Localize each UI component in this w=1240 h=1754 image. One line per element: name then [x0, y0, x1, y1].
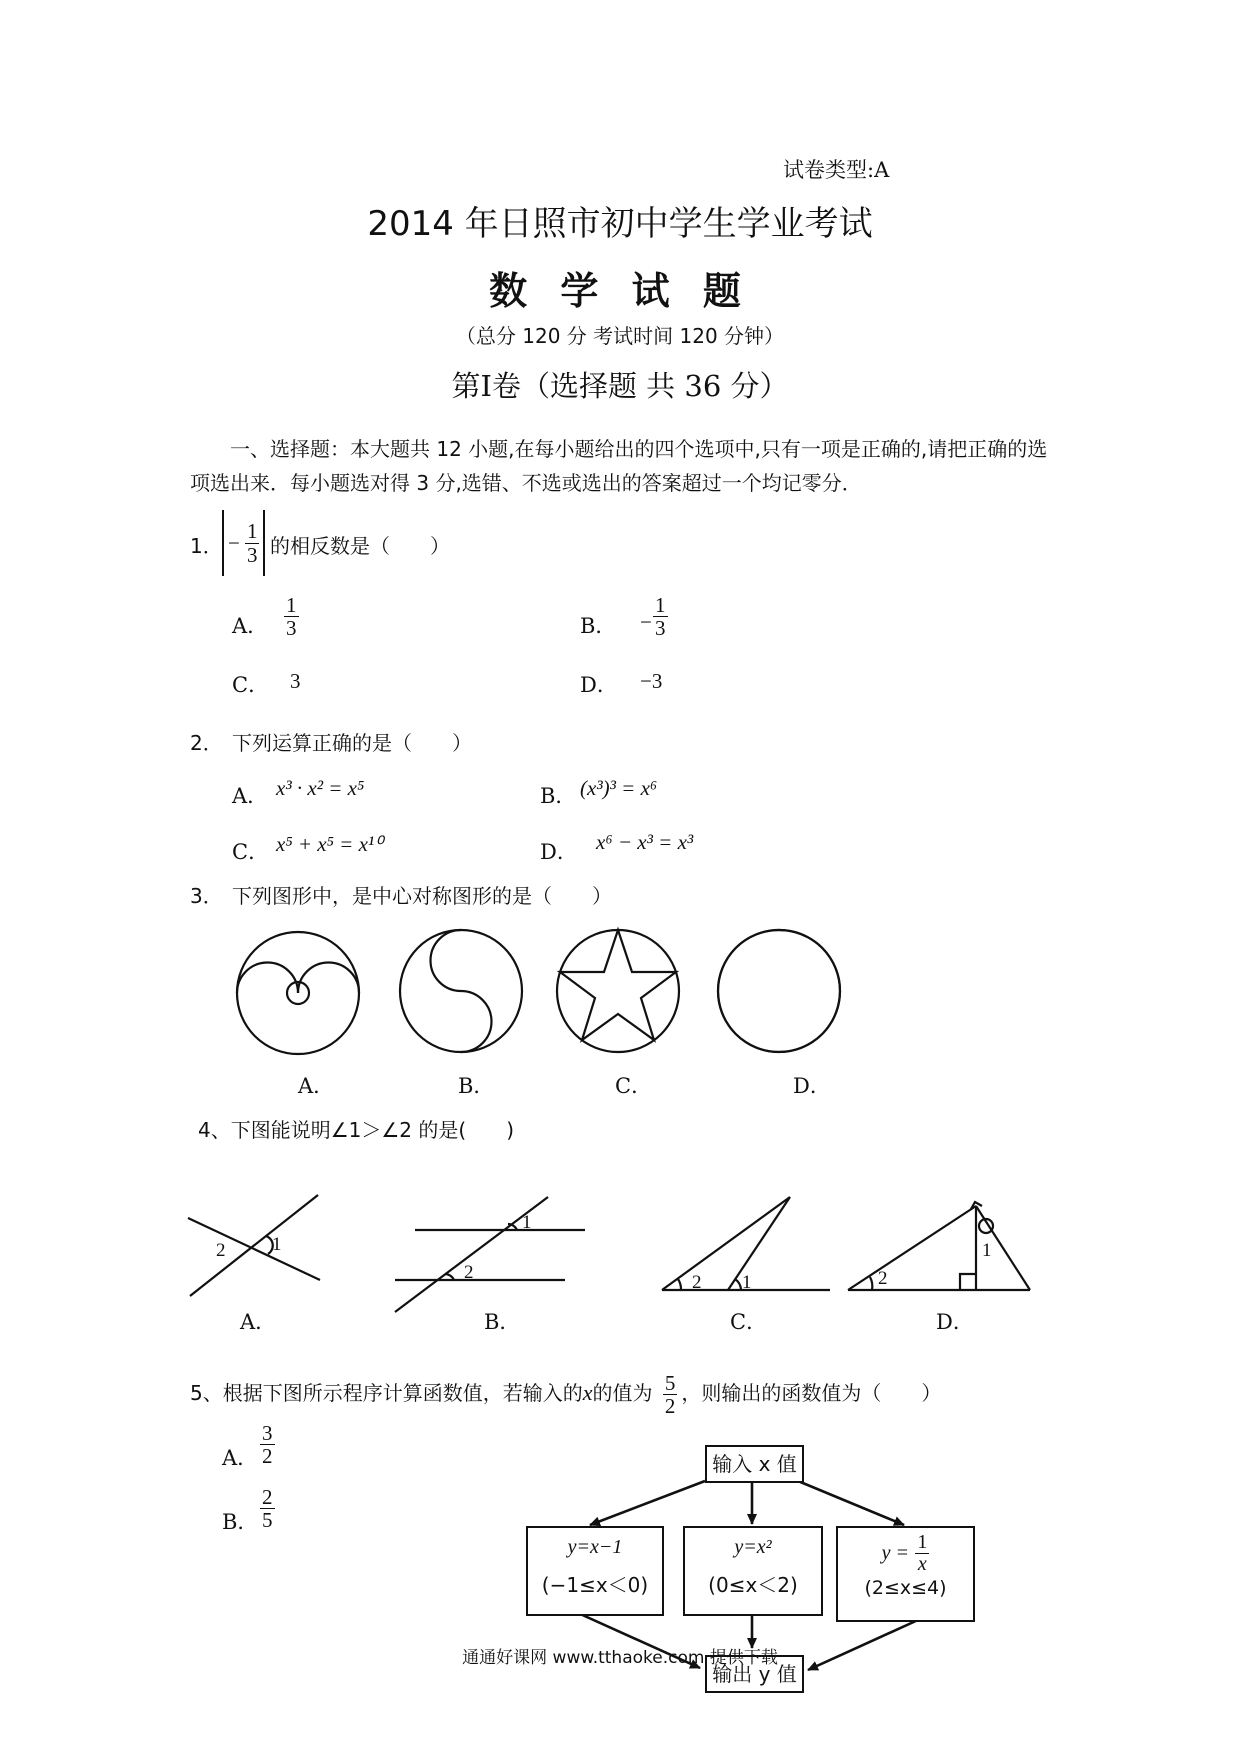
branch-2-domain: (0≤x＜2) [708, 1573, 798, 1597]
score-info: （总分 120 分 考试时间 120 分钟） [455, 324, 785, 348]
q2-option-d-expr: x⁶ − x³ = x³ [596, 830, 694, 854]
branch-3-lhs: y = [881, 1542, 909, 1564]
q1-a-denominator: 3 [286, 616, 297, 641]
q4-label-c: C． [730, 1310, 768, 1334]
q5-b-denominator: 5 [262, 1508, 273, 1533]
q2-option-c-label: C． [232, 840, 270, 864]
q2-stem: 下列运算正确的是（ ） [232, 731, 472, 755]
q2-option-d-label: D． [540, 840, 578, 864]
branch-1-domain: (−1≤x＜0) [541, 1573, 649, 1597]
volume-heading: 第Ⅰ卷（选择题 共 36 分） [451, 369, 789, 403]
q4-stem: 4、下图能说明∠1＞∠2 的是( ) [198, 1118, 514, 1142]
q1-option-c-label: C． [232, 673, 270, 697]
branch-1-formula: y=x−1 [567, 1536, 623, 1558]
q2-option-a-expr: x³ · x² = x⁵ [276, 776, 365, 800]
q2-option-c-expr: x⁵ + x⁵ = x¹⁰ [276, 832, 383, 856]
q1-option-a-label: A． [232, 614, 269, 638]
exam-title: 2014 年日照市初中学生学业考试 [367, 204, 873, 244]
q3-stem: 下列图形中，是中心对称图形的是（ ） [232, 884, 612, 908]
q3-label-d: D． [793, 1074, 831, 1098]
q2-option-b-label: B． [540, 784, 577, 808]
q5-a-numerator: 3 [262, 1421, 273, 1445]
q2-option-a-label: A． [232, 784, 269, 808]
q5-var: x [582, 1380, 593, 1406]
q4-a-angle-1: 1 [272, 1234, 282, 1255]
flowchart-branch-1 [526, 1526, 664, 1616]
branch-3-formula [838, 1532, 973, 1575]
q5-a-denominator: 2 [262, 1444, 273, 1469]
branch-3-numerator: 1 [917, 1531, 928, 1553]
flowchart-branch-2 [683, 1526, 823, 1616]
subject-title: 数 学 试 题 [489, 269, 751, 313]
q1-option-d-label: D． [580, 673, 618, 697]
q5-option-a-label: A． [222, 1446, 259, 1470]
q1-option-b-sign: − [640, 610, 652, 634]
q4-label-b: B． [484, 1310, 521, 1334]
q4-d-angle-2: 2 [878, 1268, 888, 1289]
q1-fraction-numerator: 1 [246, 519, 258, 544]
q5-input-numerator: 5 [664, 1371, 676, 1395]
q5-stem-pre: 5、根据下图所示程序计算函数值，若输入的 [190, 1381, 583, 1406]
q1-option-b-label: B． [580, 614, 617, 638]
q4-d-angle-1: 1 [982, 1240, 992, 1261]
q1-option-c-value: 3 [290, 669, 301, 693]
q5-b-numerator: 2 [262, 1485, 273, 1509]
branch-3-denominator: x [917, 1553, 927, 1575]
q3-number: 3． [190, 884, 223, 908]
q5-stem-post: ，则输出的函数值为（ ） [681, 1381, 942, 1406]
branch-3-fraction [915, 1532, 929, 1575]
flowchart-input-box: 输入 x 值 [705, 1445, 804, 1483]
q1-option-d-value: −3 [640, 669, 663, 693]
q4-a-angle-2: 2 [216, 1240, 226, 1261]
q4-b-angle-1: 1 [522, 1212, 532, 1233]
q5-input-denominator: 2 [664, 1394, 676, 1419]
q4-c-angle-1: 1 [742, 1272, 752, 1293]
q3-label-b: B． [458, 1074, 495, 1098]
footer-watermark: 通通好课网 www.tthaoke.com 提供下载 [462, 1648, 778, 1668]
q4-c-angle-2: 2 [692, 1272, 702, 1293]
q3-label-a: A． [298, 1074, 335, 1098]
q1-a-numerator: 1 [286, 593, 297, 617]
q1-number: 1． [190, 534, 223, 558]
q5-option-b-label: B． [222, 1510, 259, 1534]
q4-label-a: A． [240, 1310, 277, 1334]
branch-3-domain: (2≤x≤4) [864, 1577, 947, 1599]
q1-b-denominator: 3 [655, 616, 666, 641]
q4-b-angle-2: 2 [464, 1262, 474, 1283]
paper-type: 试卷类型:A [783, 158, 890, 182]
flowchart-branch-3 [836, 1526, 975, 1622]
q1-minus-sign: − [228, 531, 240, 555]
q5-stem-mid: 的值为 [592, 1381, 653, 1406]
flowchart-output-box: 输出 y 值 [705, 1655, 804, 1693]
q1-b-numerator: 1 [655, 593, 666, 617]
q2-number: 2． [190, 731, 223, 755]
q3-label-c: C． [615, 1074, 653, 1098]
q2-option-b-expr: (x³)³ = x⁶ [580, 776, 658, 800]
branch-2-formula: y=x² [734, 1536, 772, 1558]
q1-fraction-denominator: 3 [246, 542, 258, 567]
section-instructions: 一、选择题：本大题共 12 小题,在每小题给出的四个选项中,只有一项是正确的,请把正确的选项选出来．每小题选对得 3 分,选错、不选或选出的答案超过一个均记零分． [190, 437, 1048, 495]
q4-label-d: D． [936, 1310, 974, 1334]
q1-stem: 的相反数是（ ） [270, 534, 450, 558]
